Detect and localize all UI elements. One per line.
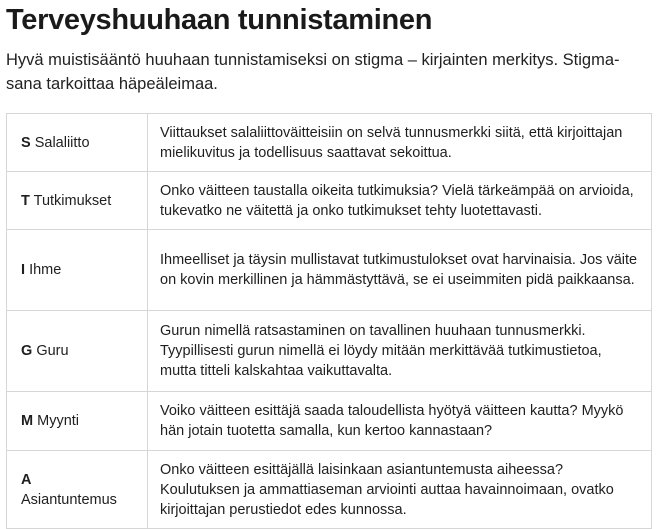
row-description: Voiko väitteen esittäjä saada taloudellista hyötyä väitteen kautta? Myykö hän jotain tuotetta samalla, kun kertoo kannastaan? <box>148 392 652 451</box>
table-row <box>7 311 652 392</box>
row-word: Salaliitto <box>34 134 90 151</box>
page-title: Terveyshuuhaan tunnistaminen <box>6 4 433 36</box>
row-description: Ihmeelliset ja täysin mullistavat tutkimustulokset ovat harvinaisia. Jos väite on kovin merkillinen ja hämmästyttävä, se ei useimmiten pidä paikkaansa. <box>148 230 652 311</box>
row-key <box>7 311 148 392</box>
stigma-table <box>6 113 652 529</box>
row-word: Guru <box>36 343 69 359</box>
row-word: Tutkimukset <box>33 192 112 209</box>
row-key <box>7 451 148 529</box>
table-row <box>7 451 652 529</box>
row-key <box>7 392 148 451</box>
row-letter: T <box>21 192 30 209</box>
row-word: Asiantuntemus <box>21 491 117 508</box>
table-row <box>7 172 652 230</box>
row-letter: G <box>21 343 33 359</box>
row-letter: I <box>21 262 26 278</box>
row-word: Ihme <box>29 262 62 278</box>
intro-paragraph: Hyvä muistisääntö huuhaan tunnistamiseksi on stigma – kirjainten merkitys. Stigma-sana tarkoittaa häpeäleimaa. <box>6 51 620 93</box>
row-description: Onko väitteen taustalla oikeita tutkimuksia? Vielä tärkeämpää on arvioida, tukevatko ne väitettä ja onko tutkimukset tehty luotettavasti. <box>148 172 652 230</box>
row-description: Onko väitteen esittäjällä laisinkaan asiantuntemusta aiheessa? Koulutuksen ja ammattiaseman arviointi auttaa havainnoimaan, ovatko kirjoittajan perustiedot edes kunnossa. <box>148 451 652 529</box>
row-key <box>7 230 148 311</box>
table-row <box>7 230 652 311</box>
row-letter: M <box>21 413 34 429</box>
row-key <box>7 114 148 172</box>
row-description: Gurun nimellä ratsastaminen on tavallinen huuhaan tunnusmerkki. Tyypillisesti gurun nimellä ei löydy mitään merkittävää tutkimustietoa, mutta titteli kalskahtaa vaikuttavalta. <box>148 311 652 392</box>
row-word: Myynti <box>37 413 80 429</box>
table-row <box>7 114 652 172</box>
table-row <box>7 392 652 451</box>
row-description: Viittaukset salaliittoväitteisiin on selvä tunnusmerkki siitä, että kirjoittajan mielikuvitus ja todellisuus saattavat sekoittua. <box>148 114 652 172</box>
row-key <box>7 172 148 230</box>
row-letter: S <box>21 134 31 151</box>
row-letter: A <box>21 471 32 488</box>
